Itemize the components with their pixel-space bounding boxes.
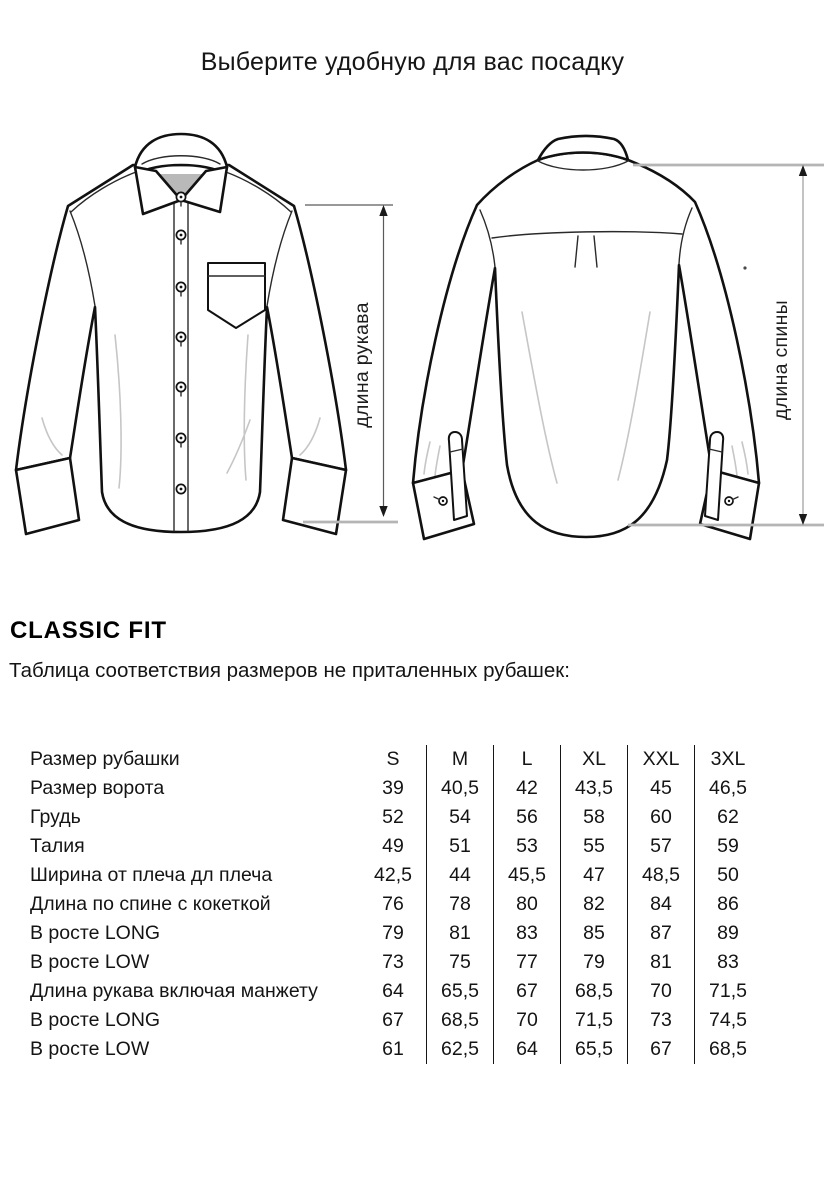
table-row: [30, 948, 761, 977]
size-value: 77: [494, 948, 561, 977]
row-label: В росте LOW: [30, 1038, 150, 1060]
size-value: 70: [628, 977, 695, 1006]
size-value: 62: [695, 803, 762, 832]
size-value: 54: [427, 803, 494, 832]
size-value: 40,5: [427, 774, 494, 803]
size-value: 48,5: [628, 861, 695, 890]
row-label: Длина по спине с кокеткой: [30, 893, 271, 915]
table-row: [30, 861, 761, 890]
size-value: 89: [695, 919, 762, 948]
size-value: 80: [494, 890, 561, 919]
size-value: 74,5: [695, 1006, 762, 1035]
size-value: 56: [494, 803, 561, 832]
size-value: 82: [561, 890, 628, 919]
sleeve-length-label: длина рукава: [351, 302, 373, 428]
size-value: 60: [628, 803, 695, 832]
page-title: Выберите удобную для вас посадку: [200, 48, 625, 76]
table-row: [30, 832, 761, 861]
size-value: 76: [382, 893, 404, 915]
row-label: В росте LONG: [30, 922, 161, 944]
size-value: 78: [427, 890, 494, 919]
column-header-3XL: 3XL: [695, 745, 762, 774]
row-label: Размер рубашки: [30, 748, 180, 770]
size-value: 86: [695, 890, 762, 919]
size-value: 87: [628, 919, 695, 948]
table-row: [30, 977, 761, 1006]
size-value: 68,5: [561, 977, 628, 1006]
size-value: 42,5: [374, 864, 412, 886]
size-value: 61: [382, 1038, 404, 1060]
size-value: 84: [628, 890, 695, 919]
size-value: 45,5: [494, 861, 561, 890]
column-header-L: L: [494, 745, 561, 774]
fit-heading: CLASSIC FIT: [10, 617, 167, 644]
size-value: 39: [382, 777, 404, 799]
stray-dot: [743, 266, 746, 269]
size-value: 73: [382, 951, 404, 973]
size-value: 53: [494, 832, 561, 861]
row-label: Талия: [30, 835, 85, 857]
size-value: 75: [427, 948, 494, 977]
size-value: 57: [628, 832, 695, 861]
column-header-XXL: XXL: [628, 745, 695, 774]
table-row: [30, 890, 761, 919]
size-value: 42: [494, 774, 561, 803]
size-value: 68,5: [695, 1035, 762, 1064]
size-value: 65,5: [561, 1035, 628, 1064]
size-value: 52: [382, 806, 404, 828]
size-value: 44: [427, 861, 494, 890]
size-value: 43,5: [561, 774, 628, 803]
size-value: 50: [695, 861, 762, 890]
size-value: 67: [382, 1009, 404, 1031]
size-value: 62,5: [427, 1035, 494, 1064]
size-value: 79: [382, 922, 404, 944]
row-label: В росте LONG: [30, 1009, 161, 1031]
row-label: Грудь: [30, 806, 81, 828]
table-header-row: [30, 745, 761, 774]
row-label: В росте LOW: [30, 951, 150, 973]
size-value: 73: [628, 1006, 695, 1035]
size-value: 67: [494, 977, 561, 1006]
size-value: 59: [695, 832, 762, 861]
size-value: 55: [561, 832, 628, 861]
fit-subtitle: Таблица соответствия размеров не приталенных рубашек:: [9, 659, 570, 682]
size-value: 79: [561, 948, 628, 977]
table-row: [30, 774, 761, 803]
table-row: [30, 803, 761, 832]
table-row: [30, 1035, 761, 1064]
size-value: 64: [494, 1035, 561, 1064]
size-value: 58: [561, 803, 628, 832]
size-value: 71,5: [695, 977, 762, 1006]
size-table-container: [30, 745, 761, 1064]
size-value: 46,5: [695, 774, 762, 803]
size-value: 64: [382, 980, 404, 1002]
row-label: Ширина от плеча дл плеча: [30, 864, 273, 886]
shirt-front-illustration: [16, 134, 346, 534]
size-value: 70: [494, 1006, 561, 1035]
size-value: 85: [561, 919, 628, 948]
size-value: 49: [382, 835, 404, 857]
table-row: [30, 919, 761, 948]
size-value: 83: [494, 919, 561, 948]
size-value: 45: [628, 774, 695, 803]
size-value: 47: [561, 861, 628, 890]
size-value: 51: [427, 832, 494, 861]
size-value: 65,5: [427, 977, 494, 1006]
shirt-illustration: [0, 120, 825, 600]
size-value: 81: [628, 948, 695, 977]
size-value: 71,5: [561, 1006, 628, 1035]
shirt-back-illustration: [413, 136, 759, 539]
size-table: [30, 745, 761, 1064]
column-header-XL: XL: [561, 745, 628, 774]
size-value: 68,5: [427, 1006, 494, 1035]
size-value: 83: [695, 948, 762, 977]
size-value: 67: [628, 1035, 695, 1064]
column-header-M: M: [427, 745, 494, 774]
table-row: [30, 1006, 761, 1035]
back-length-label: длина спины: [770, 300, 792, 420]
size-value: 81: [427, 919, 494, 948]
column-header-S: S: [386, 748, 400, 770]
front-left-cuff: [16, 458, 79, 534]
row-label: Длина рукава включая манжету: [30, 980, 318, 1002]
row-label: Размер ворота: [30, 777, 165, 799]
